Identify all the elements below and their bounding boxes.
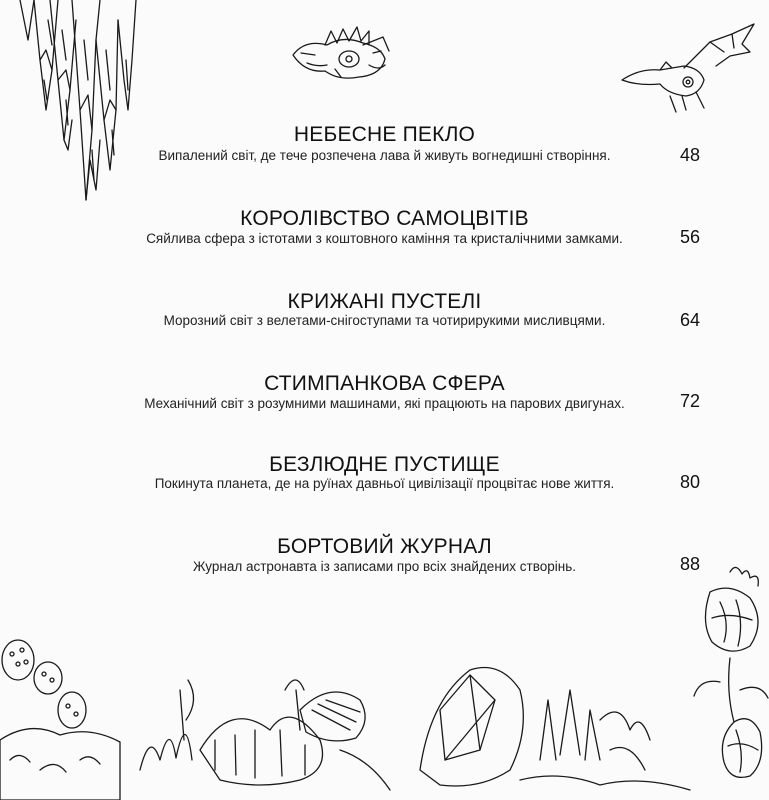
toc-entry-page-number: 72 [680, 391, 701, 411]
toc-entry-title: БЕЗЛЮДНЕ ПУСТИЩЕ [269, 453, 500, 476]
toc-entry-title: КОРОЛІВСТВО САМОЦВІТІВ [240, 207, 529, 230]
toc-entry-description: Механічний світ з розумними машинами, які працюють на парових двигунах. [144, 396, 625, 411]
fish-creature-illustration [285, 25, 400, 87]
toc-entry-page-number: 48 [680, 145, 701, 165]
crystal-stalactites-illustration [0, 0, 150, 215]
toc-entry-page-number: 56 [680, 227, 701, 247]
toc-entry-page-number: 64 [680, 310, 701, 330]
toc-entry-description: Журнал астронавта із записами про всіх знайдених створінь. [192, 559, 577, 574]
toc-entry-description: Сяйлива сфера з істотами з коштовного каміння та кристалічними замками. [146, 231, 623, 246]
toc-entry-description: Покинута планета, де на руїнах давньої цивілізації процвітає нове життя. [154, 476, 615, 491]
toc-entry-page-number: 80 [680, 472, 701, 492]
toc-entry-title: БОРТОВИЙ ЖУРНАЛ [277, 535, 492, 558]
toc-entry-title: КРИЖАНІ ПУСТЕЛІ [287, 290, 482, 313]
alien-plants-illustration [0, 630, 700, 800]
toc-entry-description: Морозний світ з велетами-снігоступами та чотирирукими мисливцями. [163, 313, 606, 328]
alien-flowers-illustration [690, 562, 769, 800]
toc-entry-title: СТИМПАНКОВА СФЕРА [264, 372, 505, 395]
toc-entry-page-number: 88 [680, 554, 701, 574]
toc-entry-description: Випалений світ, де тече розпечена лава й живуть вогнедишні створіння. [158, 148, 611, 163]
bat-creature-illustration [620, 22, 760, 117]
toc-entry-title: НЕБЕСНЕ ПЕКЛО [293, 123, 476, 146]
